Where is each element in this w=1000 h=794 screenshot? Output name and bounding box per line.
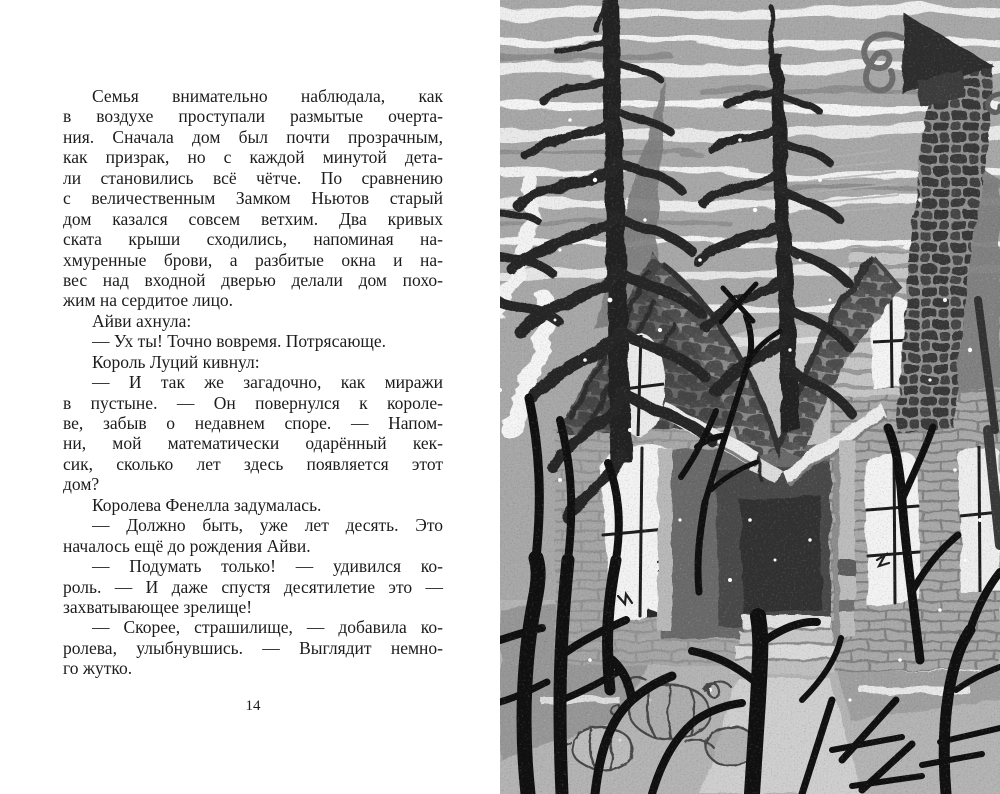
illustration-spooky-house <box>500 0 1000 794</box>
text-line: в воздухе проступали размытые очерта- <box>63 106 443 127</box>
text-line: го жутко. <box>63 658 133 679</box>
text-line: ния. Сначала дом был почти прозрачным, <box>63 126 443 147</box>
grain-overlay-white <box>500 0 1000 794</box>
text-line: началось ещё до рождения Айви. <box>63 535 311 556</box>
text-line: как призрак, но с каждой минутой дета- <box>63 147 443 168</box>
text-line: вес над входной дверью делали дом похо- <box>63 269 443 290</box>
text-line: роль. — И даже спустя десятилетие это — <box>63 576 443 597</box>
text-line: в пустыне. — Он повернулся к короле- <box>63 392 443 413</box>
text-line: Королева Фенелла задумалась. <box>92 494 322 515</box>
text-line: дом казался совсем ветхим. Два кривых <box>63 208 443 229</box>
text-line: ролева, улыбнувшись. — Выглядит немно- <box>63 637 443 658</box>
text-line: хмуренные брови, а разбитые окна и на- <box>63 249 443 270</box>
text-line: с величественным Замком Ньютов старый <box>63 188 443 209</box>
text-line: ве, забыв о недавнем споре. — Напом- <box>63 413 443 433</box>
page-number: 14 <box>245 698 261 714</box>
story-text <box>63 86 443 679</box>
text-line: жим на сердитое лицо. <box>63 290 234 311</box>
text-line: ли становились всё чётче. По сравнению <box>63 167 443 188</box>
text-line: — Подумать только! — удивился ко- <box>92 556 443 577</box>
text-line: — Ух ты! Точно вовремя. Потрясающе. <box>92 331 387 352</box>
text-line: — Должно быть, уже лет десять. Это <box>92 515 443 536</box>
text-line: — Скорее, страшилище, — добавила ко- <box>92 617 443 638</box>
text-line: Король Луций кивнул: <box>92 351 260 372</box>
text-line: — И так же загадочно, как миражи <box>92 372 443 393</box>
text-line: дом? <box>63 474 100 495</box>
text-line: ската крыши сходились, напоминая на- <box>63 229 443 250</box>
text-line: ни, мой математически одарённый кек- <box>63 433 443 454</box>
text-line: Айви ахнула: <box>92 310 192 331</box>
text-line: Семья внимательно наблюдала, как <box>92 86 443 106</box>
text-line: сик, сколько лет здесь появляется этот <box>63 453 443 474</box>
text-line: захватывающее зрелище! <box>63 596 253 617</box>
